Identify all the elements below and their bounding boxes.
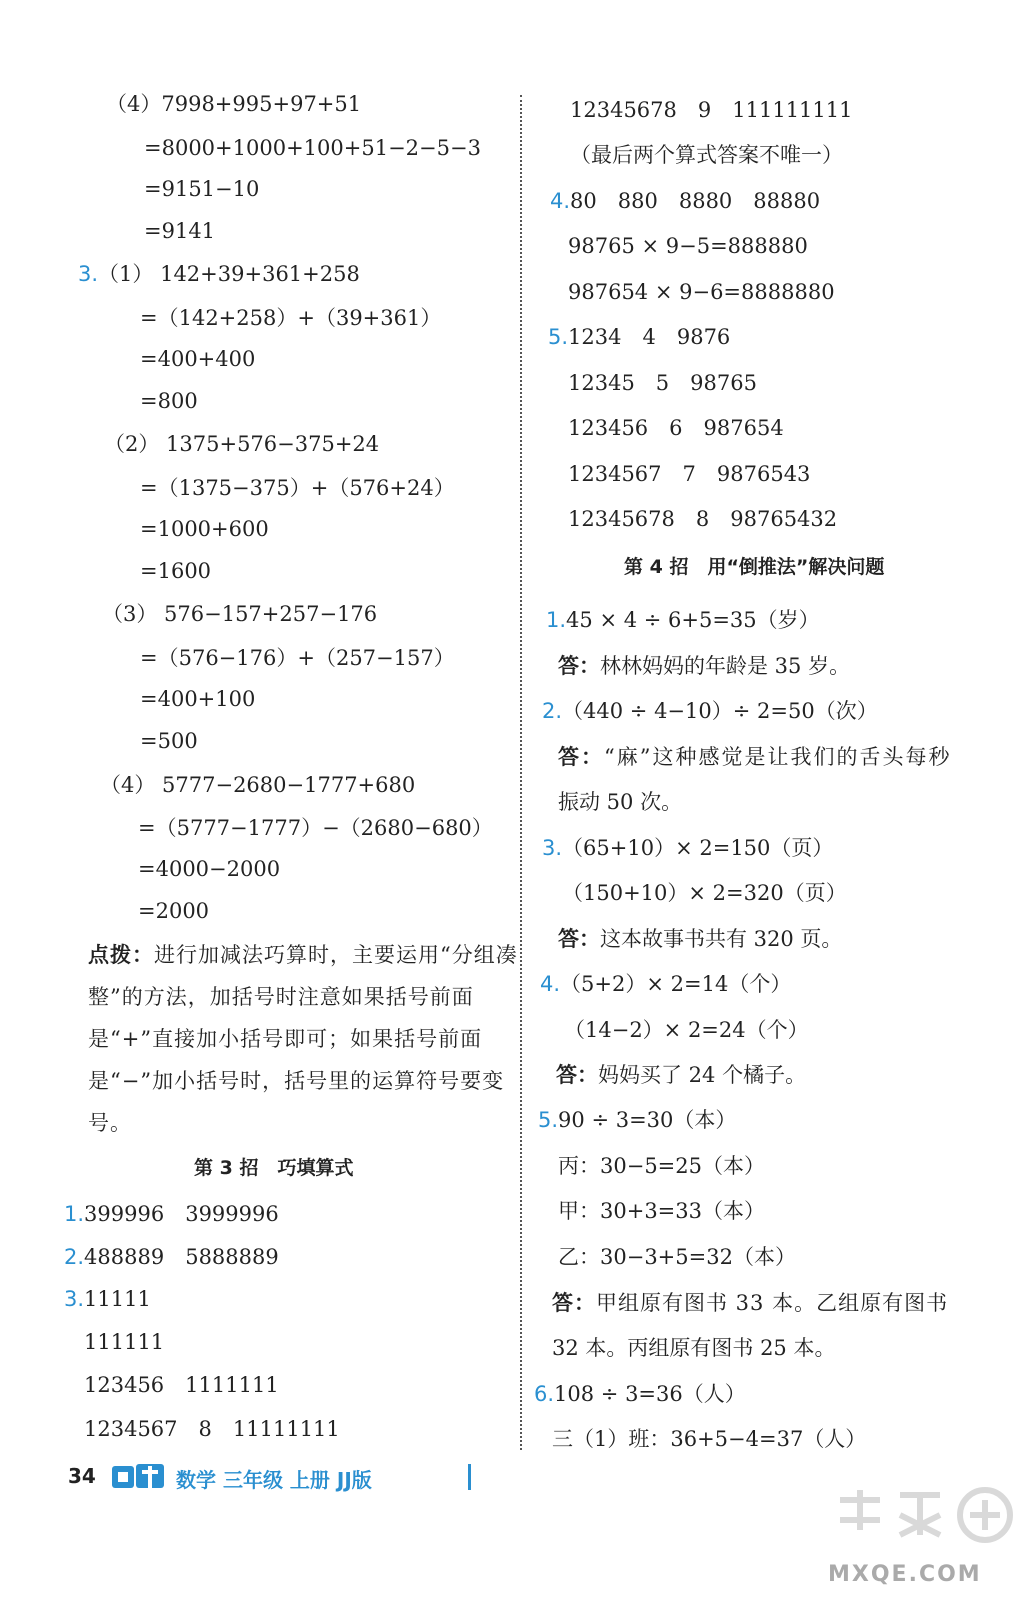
answer-line: 1234567 7 9876543 [568,462,811,486]
answer-sentence: 答：甲组原有图书 33 本。乙组原有图书 [552,1290,949,1315]
answer-label: 答： [558,744,604,769]
question-number: 2. [542,699,563,723]
tip-note [88,934,528,1144]
calc-line: =（576−176）+（257−157） [140,646,455,670]
answer-line: 1234567 8 11111111 [84,1417,340,1441]
calc-line: （3） 576−157+257−176 [102,602,378,626]
page-footer [68,1460,488,1500]
tip-text: 进行加减法巧算时，主要运用“分组凑整”的方法，加括号时注意如果括号前面是“+”直接加小括号即可；如果括号前面是“−”加小括号时，括号里的运算符号要变号。 [88,943,518,1135]
answer-sentence: 振动 50 次。 [558,790,683,814]
calc-line: =9141 [144,219,216,243]
question-number: 2. [64,1245,85,1269]
calc-line: =4000−2000 [138,857,281,881]
calc-line: =400+100 [140,687,256,711]
question-number: 1. [64,1202,85,1226]
footer-bar [468,1464,471,1490]
column-divider [520,95,522,1450]
page-number: 34 [68,1464,96,1488]
answer-line: 1.45 × 4 ÷ 6+5=35（岁） [546,608,820,632]
answer-line: 5.1234 4 9876 [548,325,731,349]
answer-sentence: 32 本。丙组原有图书 25 本。 [552,1336,836,1360]
answer-line: 丙：30−5=25（本） [558,1154,765,1178]
answer-line: 5.90 ÷ 3=30（本） [538,1108,737,1132]
answer-line: 1.399996 3999996 [64,1202,279,1226]
answer-label: 答： [552,1290,596,1315]
answer-line: 111111 [84,1330,165,1354]
answer-line: 12345 5 98765 [568,371,757,395]
answer-sentence: 答：“麻”这种感觉是让我们的舌头每秒 [558,744,952,769]
answer-line: 甲：30+3=33（本） [558,1199,765,1223]
answer-label: 答： [558,926,600,951]
answer-line: 987654 × 9−6=8888880 [568,280,835,304]
answer-line: 12345678 8 98765432 [568,507,838,531]
answer-line: 2.488889 5888889 [64,1245,279,1269]
calc-line: =2000 [138,899,210,923]
calc-line: =1000+600 [140,517,269,541]
answer-line: 4.80 880 8880 88880 [550,189,821,213]
answer-line: 乙：30−3+5=32（本） [558,1245,796,1269]
question-number: 4. [550,189,571,213]
section-heading: 第 3 招 巧填算式 [194,1157,354,1179]
calc-line: （4）7998+995+97+51 [106,92,362,116]
answer-line: 12345678 9 111111111 [570,98,853,122]
answer-line: 3.11111 [64,1287,151,1311]
answer-line: 98765 × 9−5=888880 [568,234,808,258]
question-3-line: 3.（1） 142+39+361+258 [78,262,360,286]
calc-line: =（5777−1777）−（2680−680） [138,816,493,840]
question-number: 3. [64,1287,85,1311]
calc-line: =400+400 [140,347,256,371]
answer-line: 2.（440 ÷ 4−10）÷ 2=50（次） [542,699,878,723]
question-number: 3. [78,262,99,286]
answer-sentence: 答：这本故事书共有 320 页。 [558,926,843,951]
calc-line: =500 [140,729,198,753]
calc-line: =800 [140,389,198,413]
answer-line: 6.108 ÷ 3=36（人） [534,1382,746,1406]
answer-label: 答： [558,653,600,678]
question-number: 4. [540,972,561,996]
watermark-text: MXQE.COM [828,1562,982,1587]
answer-line: 三（1）班：36+5−4=37（人） [552,1427,867,1451]
calc-line: =1600 [140,559,212,583]
calc-line: =（1375−375）+（576+24） [140,476,455,500]
answer-line: （150+10）× 2=320（页） [562,881,847,905]
section-heading: 第 4 招 用“倒推法”解决问题 [624,556,885,578]
question-number: 5. [548,325,569,349]
tip-label: 点拨： [88,942,154,967]
answer-line: （最后两个算式答案不唯一） [570,143,843,167]
answer-line: （14−2）× 2=24（个） [564,1018,809,1042]
answer-line: 123456 1111111 [84,1373,279,1397]
calc-line: =8000+1000+100+51−2−5−3 [144,136,481,160]
calc-line: （2） 1375+576−375+24 [104,432,380,456]
answer-line: 4.（5+2）× 2=14（个） [540,972,792,996]
answer-line: 3.（65+10）× 2=150（页） [542,836,834,860]
question-number: 1. [546,608,567,632]
question-number: 3. [542,836,563,860]
calc-line: =9151−10 [144,177,260,201]
left-column [60,0,520,1470]
book-subject: 数学 三年级 上册 JJ版 [176,1468,372,1492]
answer-line: 123456 6 987654 [568,416,784,440]
brand-logo-icon [110,1460,168,1494]
answer-label: 答： [556,1062,598,1087]
answer-sentence: 答：林林妈妈的年龄是 35 岁。 [558,653,851,678]
question-number: 5. [538,1108,559,1132]
calc-line: =（142+258）+（39+361） [140,306,442,330]
answer-sentence: 答：妈妈买了 24 个橘子。 [556,1062,807,1087]
calc-line: （4） 5777−2680−1777+680 [100,773,416,797]
right-column [534,0,1010,1470]
question-number: 6. [534,1382,555,1406]
